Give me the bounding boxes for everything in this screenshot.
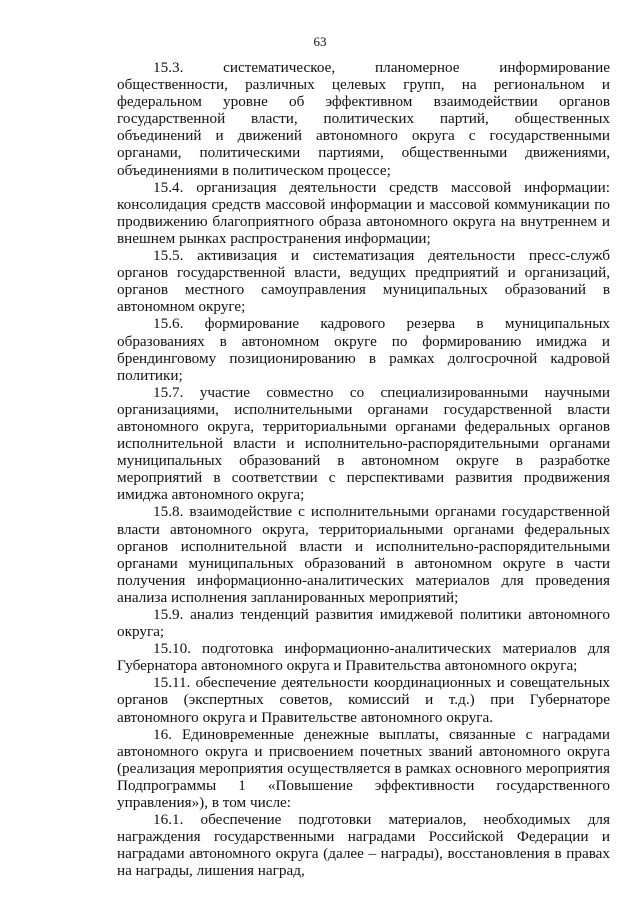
paragraph-15-7: 15.7. участие совместно со специализированными научными организациями, исполнительными органами государственной власти автономного округа, территориальными органами федеральных органов исполнительной власти и исполнительно-распорядительными органами муниципальных образований в автономном округе в разработке мероприятий в соответствии с перспективами развития продвижения имиджа автономного округа;	[117, 383, 610, 504]
paragraph-15-8: 15.8. взаимодействие с исполнительными органами государственной власти автономного округа, территориальными органами федеральных органов исполнительной власти и исполнительно-распорядительными органами муниципальных образований в автономном округе в части получения информационно-аналитических материалов для проведения анализа исполнения запланированных мероприятий;	[117, 503, 610, 606]
paragraph-15-9: 15.9. анализ тенденций развития имиджевой политики автономного округа;	[117, 606, 610, 641]
paragraph-15-5: 15.5. активизация и систематизация деятельности пресс-служб органов государственной власти, ведущих предприятий и организаций, органов местного самоуправления муниципальных образований в автономном округе;	[117, 247, 610, 316]
paragraph-15-4: 15.4. организация деятельности средств массовой информации: консолидация средств массовой информации и массовой коммуникации по продвижению благоприятного образа автономного округа на внутреннем и внешнем рынках распространения информации;	[117, 178, 610, 247]
paragraph-15-10: 15.10. подготовка информационно-аналитических материалов для Губернатора автономного округа и Правительства автономного округа;	[117, 640, 610, 675]
document-body	[117, 59, 610, 880]
paragraph-15-11: 15.11. обеспечение деятельности координационных и совещательных органов (экспертных советов, комиссий и т.д.) при Губернаторе автономного округа и Правительстве автономного округа.	[117, 674, 610, 726]
paragraph-15-6: 15.6. формирование кадрового резерва в муниципальных образованиях в автономном округе по формированию имиджа и брендинговому позиционированию в рамках долгосрочной кадровой политики;	[117, 315, 610, 384]
paragraph-16-1: 16.1. обеспечение подготовки материалов, необходимых для награждения государственными наградами Российской Федерации и наградами автономного округа (далее – награды), восстановления в правах на награды, лишения наград,	[117, 811, 610, 880]
paragraph-16: 16. Единовременные денежные выплаты, связанные с наградами автономного округа и присвоением почетных званий автономного округа (реализация мероприятия осуществляется в рамках основного мероприятия Подпрограммы 1 «Повышение эффективности государственного управления»), в том числе:	[117, 725, 610, 812]
paragraph-15-3: 15.3. систематическое, планомерное информирование общественности, различных целевых групп, на региональном и федеральном уровне об эффективном взаимодействии органов государственной власти, политических партий, общественных объединений и движений автономного округа с государственными органами, политическими партиями, общественными движениями, объединениями в политическом процессе;	[117, 59, 610, 179]
page-number: 63	[313, 34, 327, 49]
